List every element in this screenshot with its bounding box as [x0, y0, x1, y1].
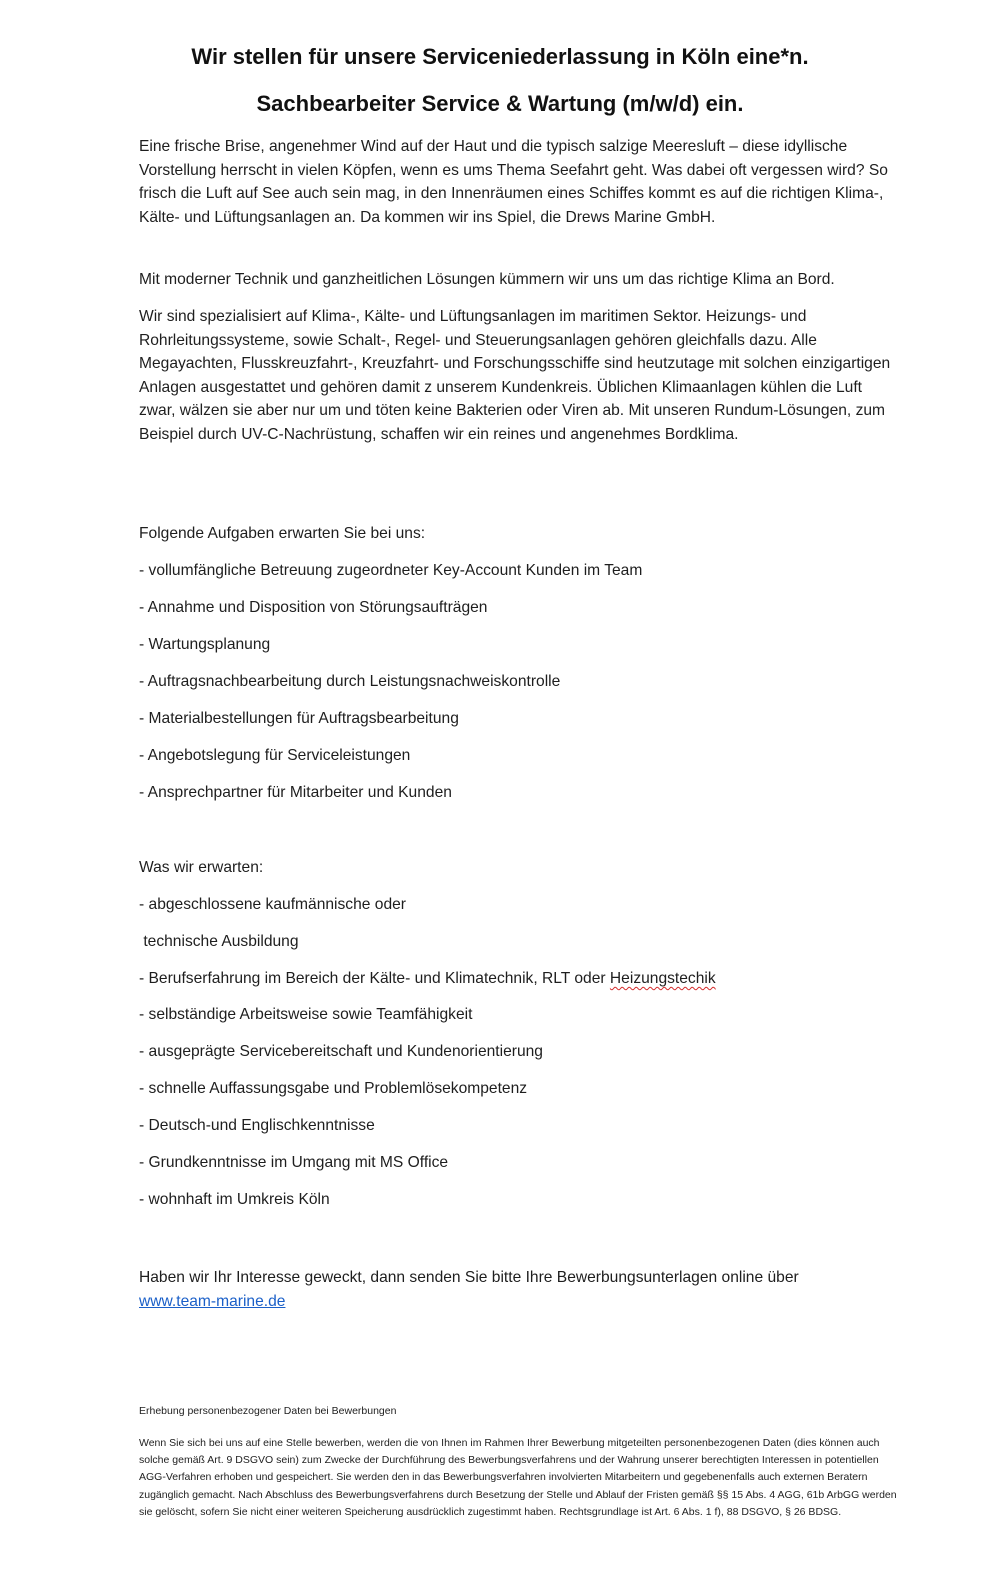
requirement-item: [139, 968, 716, 990]
intro-paragraph-1: Eine frische Brise, angenehmer Wind auf der Haut und die typisch salzige Meeresluft – diese idyllische Vorstellung herrscht in vielen Köpfen, wenn es ums Thema Seefahrt geht. Was dabei oft vergessen wird? So frisch die Luft auf See auch sein mag, in den Innenräumen eines Schiffes kommt es auf die richtigen Klima-, Kälte- und Lüftungsanlagen an. Da kommen wir ins Spiel, die Drews Marine GmbH.: [139, 138, 888, 226]
task-item: - Annahme und Disposition von Störungsaufträgen: [139, 599, 488, 616]
task-item: - Angebotslegung für Serviceleistungen: [139, 747, 411, 764]
task-item: - vollumfängliche Betreuung zugeordneter Key-Account Kunden im Team: [139, 562, 643, 579]
requirement-item: - schnelle Auffassungsgabe und Problemlösekompetenz: [139, 1080, 528, 1097]
requirement-text: - Berufserfahrung im Bereich der Kälte- und Klimatechnik, RLT oder: [139, 970, 610, 987]
closing-link-line: [139, 1291, 285, 1313]
tasks-title: Folgende Aufgaben erwarten Sie bei uns:: [139, 525, 426, 542]
intro-paragraph-3: Wir sind spezialisiert auf Klima-, Kälte- und Lüftungsanlagen im maritimen Sektor. Heizungs- und Rohrleitungssysteme, sowie Schalt-, Regel- und Steuerungsanlagen gehören gleichfalls dazu. Alle Megayachten, Flusskreuzfahrt-, Kreuzfahrt- und Forschungsschiffe sind heutzutage mit solchen einzigartigen Anlagen ausgestattet und gehören damit z unserem Kundenkreis. Üblichen Klimaanlagen kühlen die Luft zwar, wälzen sie aber nur um und töten keine Bakterien oder Viren ab. Mit unseren Rundum-Lösungen, zum Beispiel durch UV-C-Nachrüstung, schaffen wir ein reines und angenehmes Bordklima.: [139, 308, 891, 443]
requirement-item: - abgeschlossene kaufmännische oder: [139, 896, 406, 913]
job-heading-line-1: Wir stellen für unsere Serviceniederlassung in Köln eine*n.: [191, 44, 809, 69]
website-link[interactable]: www.team-marine.de: [139, 1293, 286, 1310]
privacy-title: Erhebung personenbezogener Daten bei Bewerbungen: [139, 1405, 397, 1417]
requirement-item: - Grundkenntnisse im Umgang mit MS Office: [139, 1154, 449, 1171]
requirement-item: technische Ausbildung: [139, 933, 299, 950]
task-item: - Wartungsplanung: [139, 636, 271, 653]
requirements-title: Was wir erwarten:: [139, 859, 264, 876]
requirement-item: - ausgeprägte Servicebereitschaft und Kundenorientierung: [139, 1043, 543, 1060]
requirement-item: - wohnhaft im Umkreis Köln: [139, 1191, 330, 1208]
task-item: - Ansprechpartner für Mitarbeiter und Kunden: [139, 784, 452, 801]
misspelled-word: Heizungstechik: [609, 970, 716, 987]
privacy-text: Wenn Sie sich bei uns auf eine Stelle bewerben, werden die von Ihnen im Rahmen Ihrer Bewerbung mitgeteilten personenbezogenen Daten (dies können auch solche gemäß Art. 9 DSGVO sein) zum Zwecke der Durchführung des Bewerbungsverfahrens und der Wahrung unserer berechtigten Interessen in potentiellen AGG-Verfahren erhoben und gespeichert. Sie werden den in das Bewerbungsverfahren involvierten Mitarbeitern und gegebenenfalls auch externen Beratern zugänglich gemacht. Nach Abschluss des Bewerbungsverfahrens durch Besetzung der Stelle und Ablauf der Fristen gemäß §§ 15 Abs. 4 AGG, 61b ArbGG werden sie gelöscht, sofern Sie nicht einer weiteren Speicherung ausdrücklich zugestimmt haben. Rechtsgrundlage ist Art. 6 Abs. 1 f), 88 DSGVO, § 26 BDSG.: [139, 1437, 897, 1518]
requirement-item: - selbständige Arbeitsweise sowie Teamfähigkeit: [139, 1006, 473, 1023]
closing-text: Haben wir Ihr Interesse geweckt, dann senden Sie bitte Ihre Bewerbungsunterlagen online über: [139, 1269, 799, 1286]
task-item: - Auftragsnachbearbeitung durch Leistungsnachweiskontrolle: [139, 673, 561, 690]
task-item: - Materialbestellungen für Auftragsbearbeitung: [139, 710, 459, 727]
job-heading-line-2: Sachbearbeiter Service & Wartung (m/w/d) ein.: [256, 91, 744, 116]
requirement-item: - Deutsch-und Englischkenntnisse: [139, 1117, 375, 1134]
intro-paragraph-2: Mit moderner Technik und ganzheitlichen Lösungen kümmern wir uns um das richtige Klima an Bord.: [139, 271, 835, 288]
